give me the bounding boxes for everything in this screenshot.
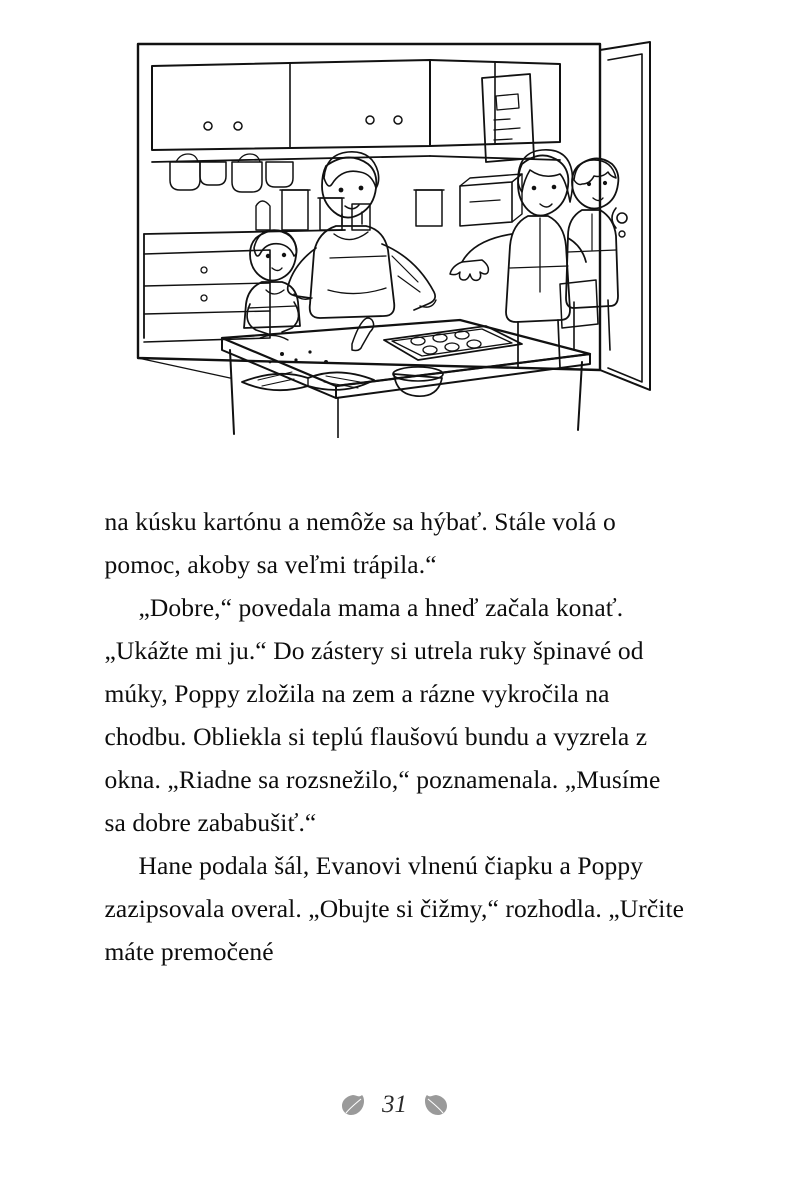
- leaf-icon: [423, 1093, 449, 1117]
- paragraph: na kúsku kartónu a nemôže sa hýbať. Stále volá o pomoc, akoby sa veľmi trápila.“: [104, 507, 616, 579]
- paragraph: „Dobre,“ povedala mama a hneď začala konať. „Ukážte mi ju.“ Do zástery si utrela ruky špinavé od múky, Poppy zložila na zem a rázne vykročila na chodbu. Obliekla si teplú flaušovú bundu a vyzrela z okna. „Riadne sa rozsnežilo,“ poznamenala. „Musíme sa dobre zababušiť.“: [104, 593, 661, 837]
- illustration-container: [0, 38, 789, 438]
- body-text: [105, 500, 685, 973]
- kitchen-scene-illustration: [130, 38, 660, 438]
- page-footer: [0, 1091, 789, 1119]
- leaf-icon: [340, 1093, 366, 1117]
- paragraph: Hane podala šál, Evanovi vlnenú čiapku a Poppy zazipsovala overal. „Obujte si čižmy,“ rozhodla. „Určite máte premočené: [104, 851, 685, 966]
- page-number: 31: [382, 1091, 407, 1118]
